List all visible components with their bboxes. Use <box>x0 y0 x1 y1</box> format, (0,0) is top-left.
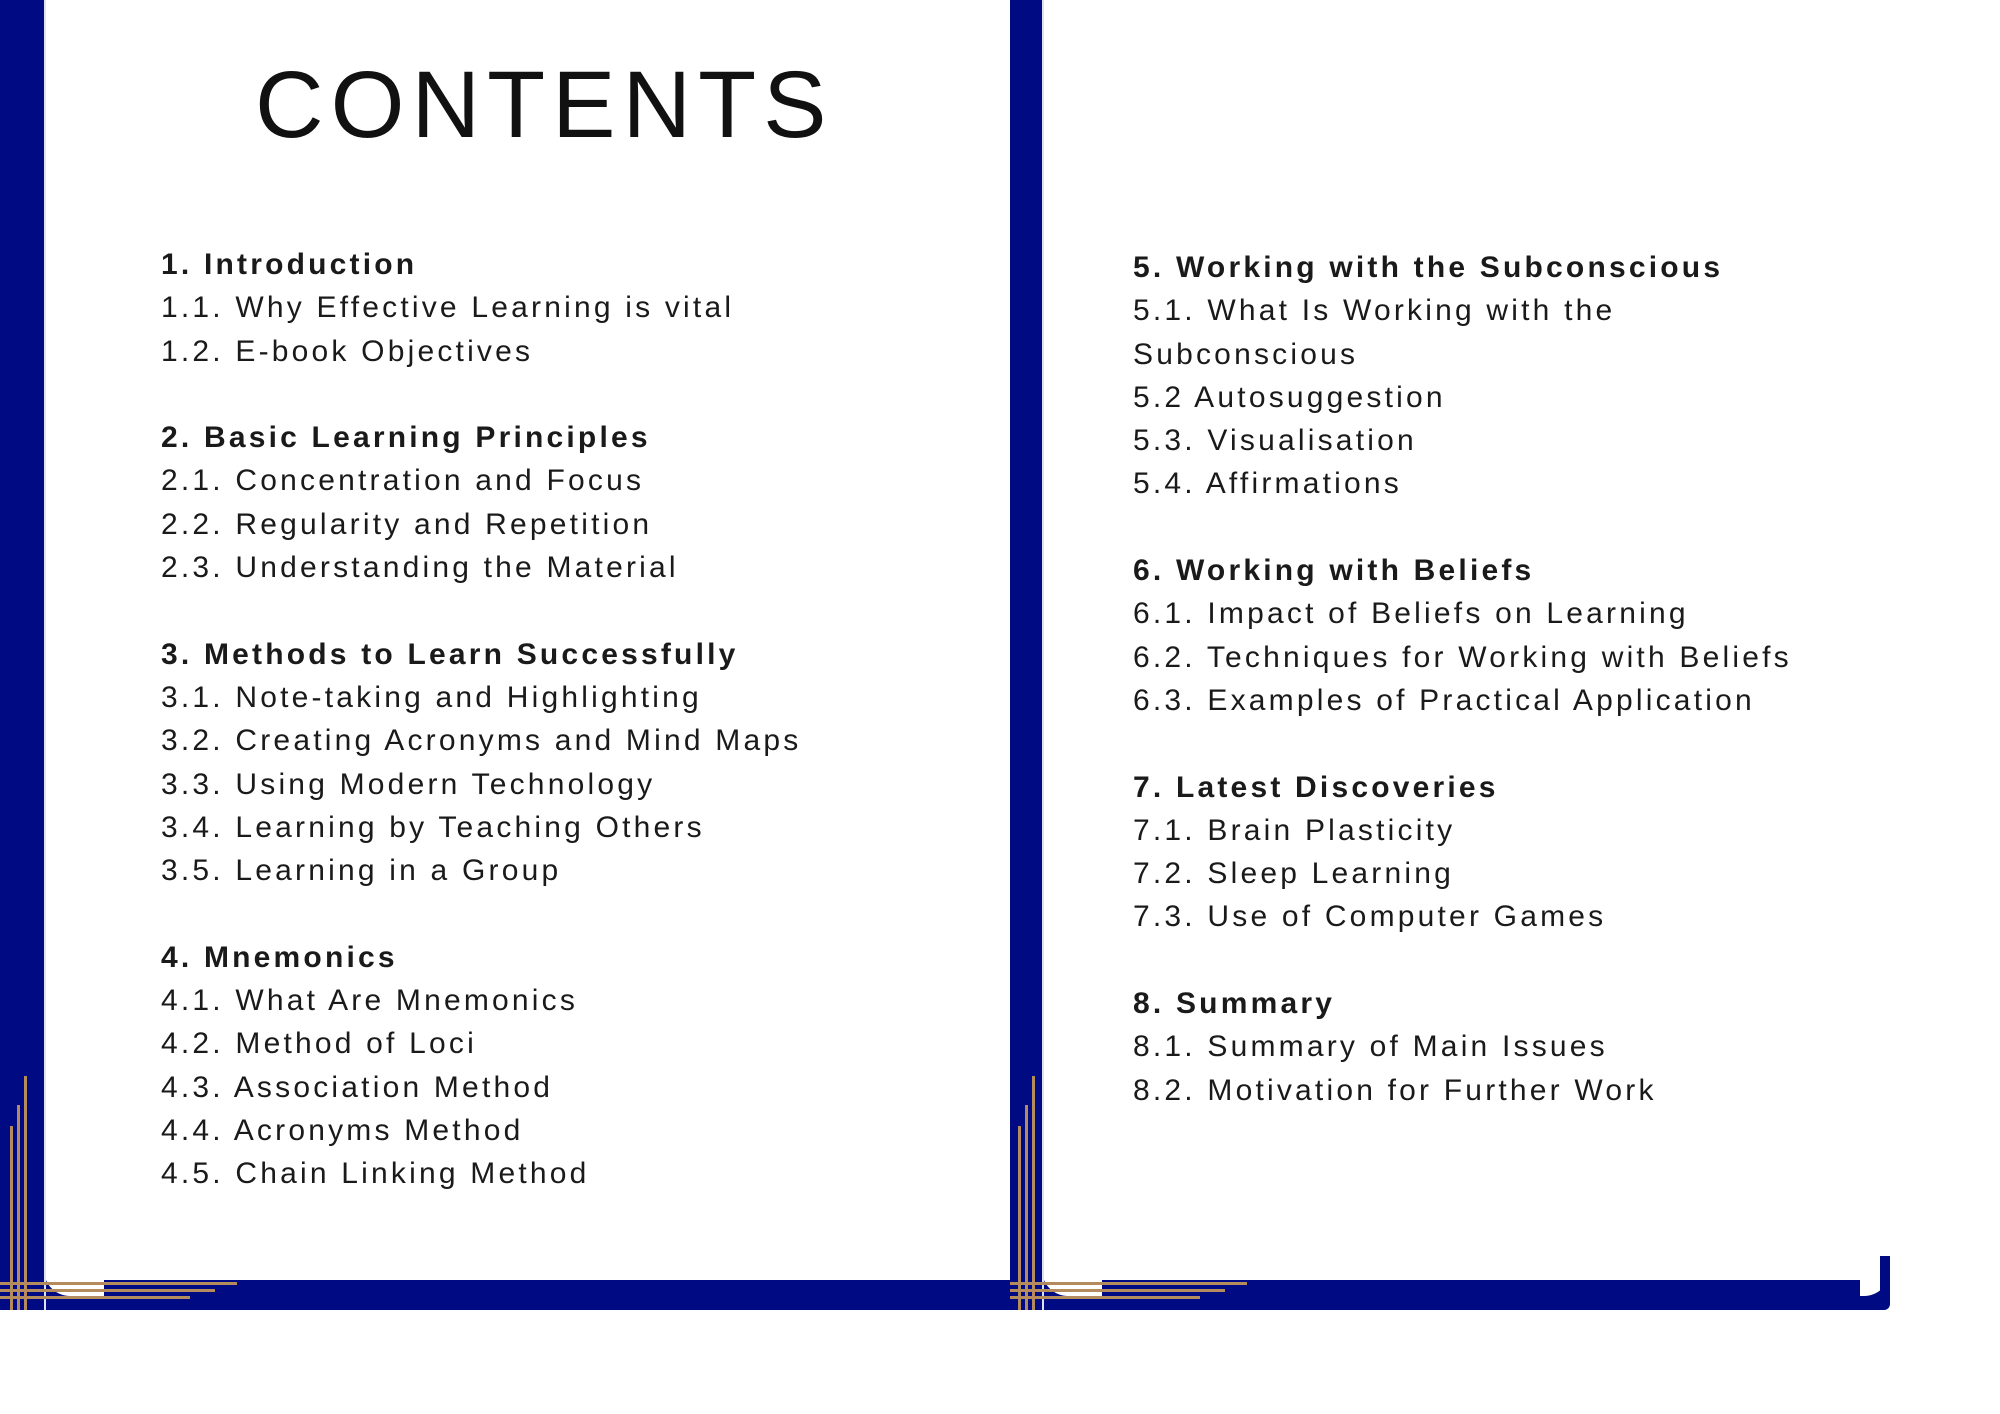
toc-spacer <box>161 589 801 632</box>
toc-spacer <box>161 892 801 935</box>
toc-spacer <box>161 373 801 416</box>
toc-entry: 3.4. Learning by Teaching Others <box>161 810 705 844</box>
toc-section-heading: 5. Working with the Subconscious <box>1133 251 1724 284</box>
toc-entry: Subconscious <box>1133 337 1359 371</box>
toc-spacer <box>1133 939 1792 982</box>
toc-section-heading: 8. Summary <box>1133 987 1336 1021</box>
toc-entry: 3.1. Note-taking and Highlighting <box>161 680 702 714</box>
page-title: CONTENTS <box>255 52 834 158</box>
toc-spacer <box>1133 506 1792 549</box>
toc-entry: 7.3. Use of Computer Games <box>1133 900 1607 934</box>
toc-section-heading: 6. Working with Beliefs <box>1133 554 1535 588</box>
bottom-right-tip <box>1880 1256 1890 1296</box>
inner-edge-line <box>1042 0 1044 1310</box>
toc-entry: 4.5. Chain Linking Method <box>161 1157 590 1191</box>
left-page <box>0 0 1010 1310</box>
toc-entry: 7.1. Brain Plasticity <box>1133 813 1456 847</box>
toc-entry: 1.1. Why Effective Learning is vital <box>161 291 735 325</box>
right-page <box>1010 0 1890 1310</box>
toc-entry: 4.1. What Are Mnemonics <box>161 984 579 1018</box>
toc-entry: 8.2. Motivation for Further Work <box>1133 1073 1657 1107</box>
toc-entry: 6.3. Examples of Practical Application <box>1133 683 1755 717</box>
toc-entry: 4.3. Association Method <box>161 1070 554 1104</box>
toc-entry: 5.2 Autosuggestion <box>1133 380 1446 414</box>
toc-section-heading: 2. Basic Learning Principles <box>161 421 651 455</box>
toc-entry: 7.2. Sleep Learning <box>1133 857 1455 891</box>
toc-entry: 5.1. What Is Working with the <box>1133 294 1616 328</box>
toc-entry: 6.1. Impact of Beliefs on Learning <box>1133 597 1689 631</box>
toc-section-heading: 1. Introduction <box>161 248 418 281</box>
toc-entry: 2.1. Concentration and Focus <box>161 464 645 498</box>
toc-section-heading: 3. Methods to Learn Successfully <box>161 637 739 671</box>
inner-edge-line <box>44 0 46 1310</box>
toc-entry: 4.2. Method of Loci <box>161 1027 477 1061</box>
toc-entry: 3.5. Learning in a Group <box>161 854 562 888</box>
toc-entry: 6.2. Techniques for Working with Beliefs <box>1133 640 1792 674</box>
toc-entry: 8.1. Summary of Main Issues <box>1133 1030 1608 1064</box>
toc-section-heading: 4. Mnemonics <box>161 940 398 974</box>
toc-right-column <box>1133 246 1792 1112</box>
toc-entry: 3.2. Creating Acronyms and Mind Maps <box>161 724 802 758</box>
toc-entry: 2.3. Understanding the Material <box>161 551 679 585</box>
left-border-band <box>0 0 44 1310</box>
toc-section-heading: 7. Latest Discoveries <box>1133 770 1499 804</box>
toc-entry: 3.3. Using Modern Technology <box>161 767 656 801</box>
toc-entry: 4.4. Acronyms Method <box>161 1113 524 1147</box>
toc-entry: 1.2. E-book Objectives <box>161 334 534 368</box>
toc-left-column <box>161 243 801 1196</box>
toc-entry: 2.2. Regularity and Repetition <box>161 507 653 541</box>
toc-entry: 5.4. Affirmations <box>1133 467 1402 501</box>
toc-entry: 5.3. Visualisation <box>1133 424 1417 458</box>
toc-spacer <box>1133 722 1792 765</box>
